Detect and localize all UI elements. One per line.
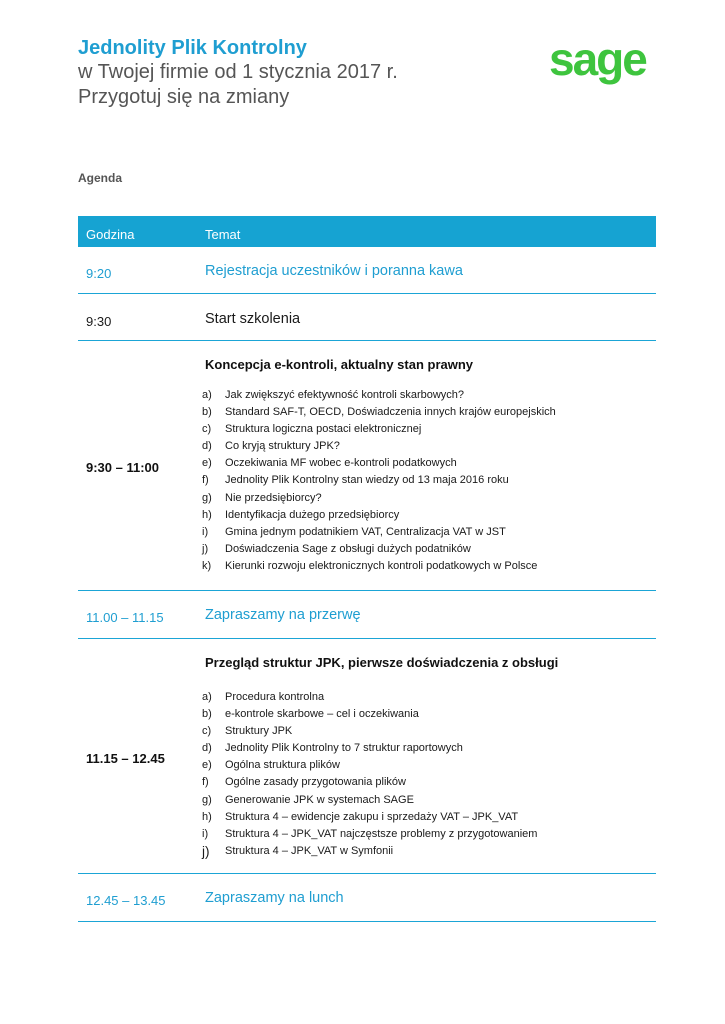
- list-item-label: j): [202, 843, 210, 859]
- row-time: 11.00 – 11.15: [86, 610, 164, 625]
- column-header-topic: Temat: [205, 227, 241, 242]
- list-item-label: a): [202, 389, 212, 401]
- list-item-text: Identyfikacja dużego przedsiębiorcy: [225, 508, 400, 521]
- list-item-text: e-kontrole skarbowe – cel i oczekiwania: [225, 708, 419, 721]
- list-item-text: Gmina jednym podatnikiem VAT, Centralizacja VAT w JST: [225, 525, 506, 538]
- list-item-label: i): [202, 827, 209, 840]
- table-row-section: [78, 341, 656, 591]
- row-time: 9:30 – 11:00: [86, 460, 160, 475]
- list-item-label: b): [202, 708, 212, 721]
- list-item-label: c): [202, 725, 212, 738]
- row-topic: Rejestracja uczestników i poranna kawa: [205, 263, 463, 279]
- list-item-text: Struktura 4 – ewidencje zakupu i sprzedaży VAT – JPK_VAT: [225, 810, 519, 823]
- list-item-text: Jednolity Plik Kontrolny stan wiedzy od 13 maja 2016 roku: [225, 474, 509, 487]
- row-time: 9:30: [86, 314, 112, 329]
- agenda-label: Agenda: [78, 171, 123, 185]
- document-subtitle-line2: Przygotuj się na zmiany: [78, 86, 290, 108]
- table-row: [78, 294, 656, 341]
- section-title: Koncepcja e-kontroli, aktualny stan prawny: [205, 357, 474, 372]
- list-item-label: c): [202, 423, 212, 436]
- list-item-text: Oczekiwania MF wobec e-kontroli podatkowych: [225, 457, 457, 470]
- list-item-label: j): [202, 542, 209, 555]
- row-time: 12.45 – 13.45: [86, 893, 166, 908]
- table-row: [78, 247, 656, 294]
- list-item-label: g): [202, 491, 212, 504]
- list-item-label: e): [202, 457, 212, 470]
- list-item-text: Ogólne zasady przygotowania plików: [225, 776, 406, 789]
- list-item-text: Standard SAF-T, OECD, Doświadczenia innych krajów europejskich: [225, 406, 556, 419]
- list-item-label: k): [202, 559, 212, 572]
- sage-logo: sage: [549, 33, 646, 85]
- list-item-label: f): [202, 474, 209, 487]
- document-subtitle-line1: w Twojej firmie od 1 stycznia 2017 r.: [78, 61, 398, 83]
- section-title: Przegląd struktur JPK, pierwsze doświadczenia z obsługi: [205, 655, 559, 670]
- list-item-text: Struktura 4 – JPK_VAT najczęstsze problemy z przygotowaniem: [225, 827, 538, 840]
- list-item-text: Co kryją struktury JPK?: [225, 440, 340, 453]
- document-header: [78, 36, 398, 110]
- list-item-text: Generowanie JPK w systemach SAGE: [225, 793, 414, 806]
- list-item-label: d): [202, 440, 212, 453]
- list-item-text: Doświadczenia Sage z obsługi dużych podatników: [225, 542, 471, 555]
- document-title: Jednolity Plik Kontrolny: [78, 37, 307, 59]
- list-item-text: Procedura kontrolna: [225, 691, 325, 703]
- table-row-section: [78, 639, 656, 874]
- list-item-label: i): [202, 525, 209, 538]
- list-item-text: Struktura logiczna postaci elektronicznej: [225, 423, 422, 436]
- row-time: 11.15 – 12.45: [86, 751, 165, 766]
- list-item-text: Ogólna struktura plików: [225, 759, 340, 772]
- list-item-label: a): [202, 691, 212, 703]
- list-item-label: b): [202, 406, 212, 419]
- list-item-label: f): [202, 776, 209, 789]
- list-item-text: Jednolity Plik Kontrolny to 7 struktur raportowych: [225, 742, 463, 755]
- list-item-text: Struktury JPK: [225, 725, 293, 738]
- list-item-label: d): [202, 742, 212, 755]
- table-row: [78, 874, 656, 922]
- table-row: [78, 591, 656, 639]
- list-item-text: Struktura 4 – JPK_VAT w Symfonii: [225, 844, 394, 857]
- list-item-text: Nie przedsiębiorcy?: [225, 491, 322, 504]
- agenda-table: [78, 216, 656, 922]
- row-topic: Start szkolenia: [205, 311, 301, 327]
- list-item-text: Jak zwiększyć efektywność kontroli skarbowych?: [225, 389, 465, 401]
- list-item-label: e): [202, 759, 212, 772]
- row-topic: Zapraszamy na lunch: [205, 890, 344, 906]
- list-item-label: g): [202, 793, 212, 806]
- row-topic: Zapraszamy na przerwę: [205, 607, 361, 623]
- table-header-row: [78, 216, 656, 247]
- list-item-label: h): [202, 508, 212, 521]
- list-item-label: h): [202, 810, 212, 823]
- column-header-time: Godzina: [86, 227, 135, 242]
- row-time: 9:20: [86, 266, 112, 281]
- list-item-text: Kierunki rozwoju elektronicznych kontroli podatkowych w Polsce: [225, 559, 538, 572]
